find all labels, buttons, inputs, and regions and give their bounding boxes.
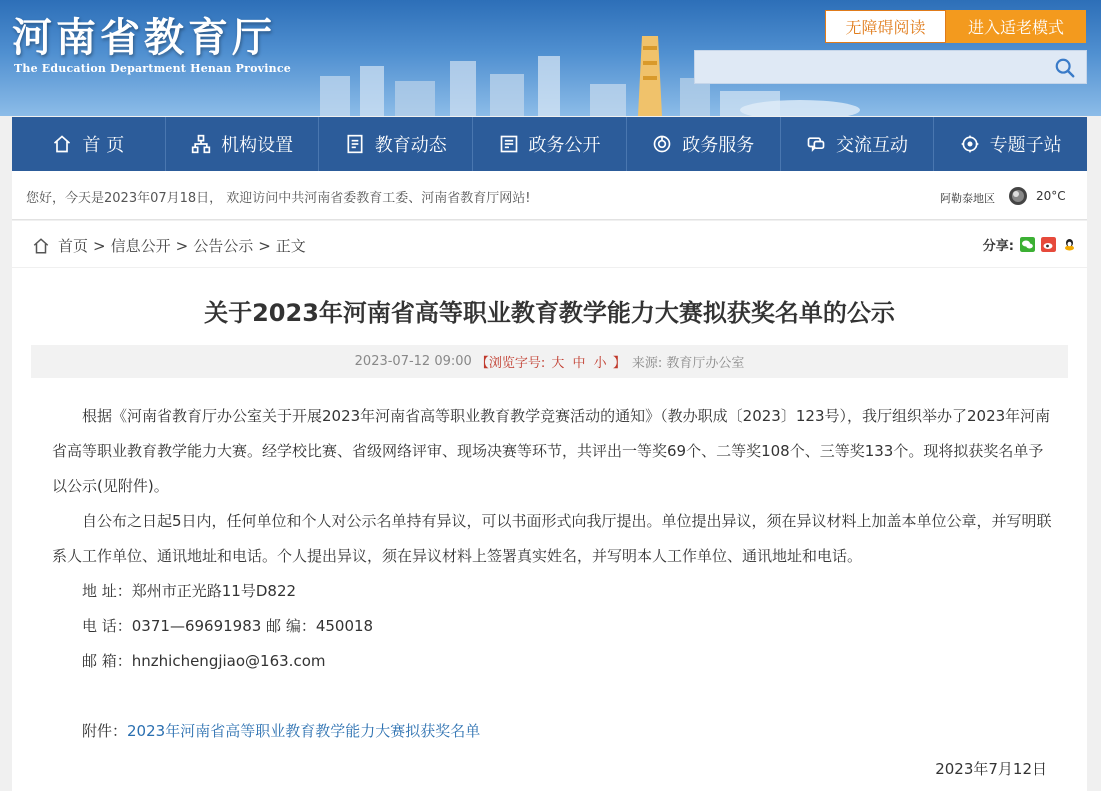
- nav-item-org[interactable]: [166, 117, 320, 171]
- qq-icon[interactable]: [1062, 237, 1077, 252]
- nav-item-home[interactable]: [12, 117, 166, 171]
- breadcrumb-separator: >: [175, 236, 189, 255]
- attachment-link[interactable]: 2023年河南省高等职业教育教学能力大赛拟获奖名单: [127, 722, 481, 740]
- wechat-icon[interactable]: [1020, 237, 1035, 252]
- org-icon: [191, 134, 211, 154]
- attachment-label: 附件：: [82, 722, 128, 740]
- paragraph-1: 根据《河南省教育厅办公室关于开展2023年河南省高等职业教育教学竞赛活动的通知》（教办职成〔2023〕123号），我厅组织举办了2023年河南省高等职业教育教学能力大赛。经学校比赛、省级网络评审、现场决赛等环节，共评出一等奖69个、二等奖108个、三等奖133个。现将拟获奖名单予以公示(见附件)。: [52, 407, 1051, 495]
- breadcrumb-separator: >: [93, 236, 106, 255]
- nav-item-label: 教育动态: [374, 135, 447, 156]
- font-size-large-button[interactable]: 大: [551, 356, 565, 371]
- contact-phone: 电 话：0371—69691983 邮 编：450018: [82, 617, 374, 635]
- welcome-text: 您好，今天是2023年07月18日， 欢迎访问中共河南省委教育工委、河南省教育厅网站!: [26, 191, 531, 206]
- site-subtitle: The Education Department Henan Province: [14, 62, 291, 75]
- nav-item-label: 专题子站: [989, 135, 1062, 156]
- breadcrumb: [32, 235, 311, 256]
- nav-item-label: 政务服务: [682, 135, 755, 156]
- share-bar: [983, 235, 1077, 254]
- weibo-icon[interactable]: [1041, 237, 1056, 252]
- nav-item-label: 交流互动: [835, 135, 908, 156]
- nav-item-label: 首 页: [82, 135, 125, 156]
- breadcrumb-divider: [12, 267, 1087, 268]
- font-size-small-button[interactable]: 小: [593, 356, 607, 371]
- weather-temperature: 20°C: [1036, 189, 1066, 203]
- article-title: 关于2023年河南省高等职业教育教学能力大赛拟获奖名单的公示: [204, 299, 895, 327]
- document-icon: [499, 134, 519, 154]
- breadcrumb-separator: >: [258, 236, 271, 255]
- accessible-reading-button[interactable]: 无障碍阅读: [825, 10, 946, 43]
- article-source: 来源: 教育厅办公室: [631, 356, 745, 371]
- nav-item-gov-open[interactable]: [473, 117, 627, 171]
- contact-email: 邮 箱：hnzhichengjiao@163.com: [82, 652, 326, 670]
- site-title: 河南省教育厅: [12, 14, 276, 61]
- attachment-line: [82, 720, 480, 741]
- publish-date: 2023-07-12 09:00: [354, 354, 472, 369]
- nav-item-news[interactable]: [319, 117, 473, 171]
- weather-cloudy-icon: [1008, 186, 1028, 206]
- weather-location: 阿勒泰地区: [940, 192, 995, 205]
- article-body: [52, 399, 1052, 679]
- breadcrumb-home[interactable]: 首页: [58, 237, 89, 255]
- breadcrumb-info-open[interactable]: 信息公开: [110, 237, 171, 255]
- search-box: [694, 50, 1087, 84]
- search-icon[interactable]: [1054, 57, 1076, 79]
- font-size-suffix: 】: [612, 356, 626, 371]
- nav-item-label: 机构设置: [221, 135, 294, 156]
- elder-mode-button[interactable]: 进入适老模式: [946, 10, 1086, 43]
- font-size-control: [476, 352, 626, 371]
- paragraph-2: 自公布之日起5日内，任何单位和个人对公示名单持有异议，可以书面形式向我厅提出。单位提出异议，须在异议材料上加盖本单位公章，并写明联系人工作单位、通讯地址和电话。个人提出异议，须在异议材料上签署真实姓名，并写明本人工作单位、通讯地址和电话。: [52, 512, 1052, 565]
- share-label: 分享:: [982, 239, 1014, 254]
- contact-address: 地 址：郑州市正光路11号D822: [82, 582, 297, 600]
- welcome-bar: [12, 171, 1087, 220]
- site-header: [0, 0, 1101, 116]
- service-icon: [652, 134, 672, 154]
- nav-item-label: 政务公开: [528, 135, 601, 156]
- nav-item-topics[interactable]: [934, 117, 1087, 171]
- font-size-prefix: 【浏览字号:: [475, 356, 546, 371]
- nav-item-interaction[interactable]: [781, 117, 935, 171]
- home-icon: [52, 134, 72, 154]
- nav-item-gov-service[interactable]: [627, 117, 781, 171]
- home-icon: [32, 237, 50, 255]
- breadcrumb-notices[interactable]: 公告公示: [193, 237, 254, 255]
- chat-icon: [806, 134, 826, 154]
- topic-icon: [960, 134, 980, 154]
- breadcrumb-current: 正文: [275, 237, 306, 255]
- article-container: [12, 221, 1087, 791]
- article-meta: [31, 345, 1068, 378]
- signature-date: 2023年7月12日: [935, 760, 1047, 778]
- search-input[interactable]: [695, 51, 1045, 83]
- main-nav: [12, 117, 1087, 171]
- news-icon: [345, 134, 365, 154]
- font-size-medium-button[interactable]: 中: [572, 356, 586, 371]
